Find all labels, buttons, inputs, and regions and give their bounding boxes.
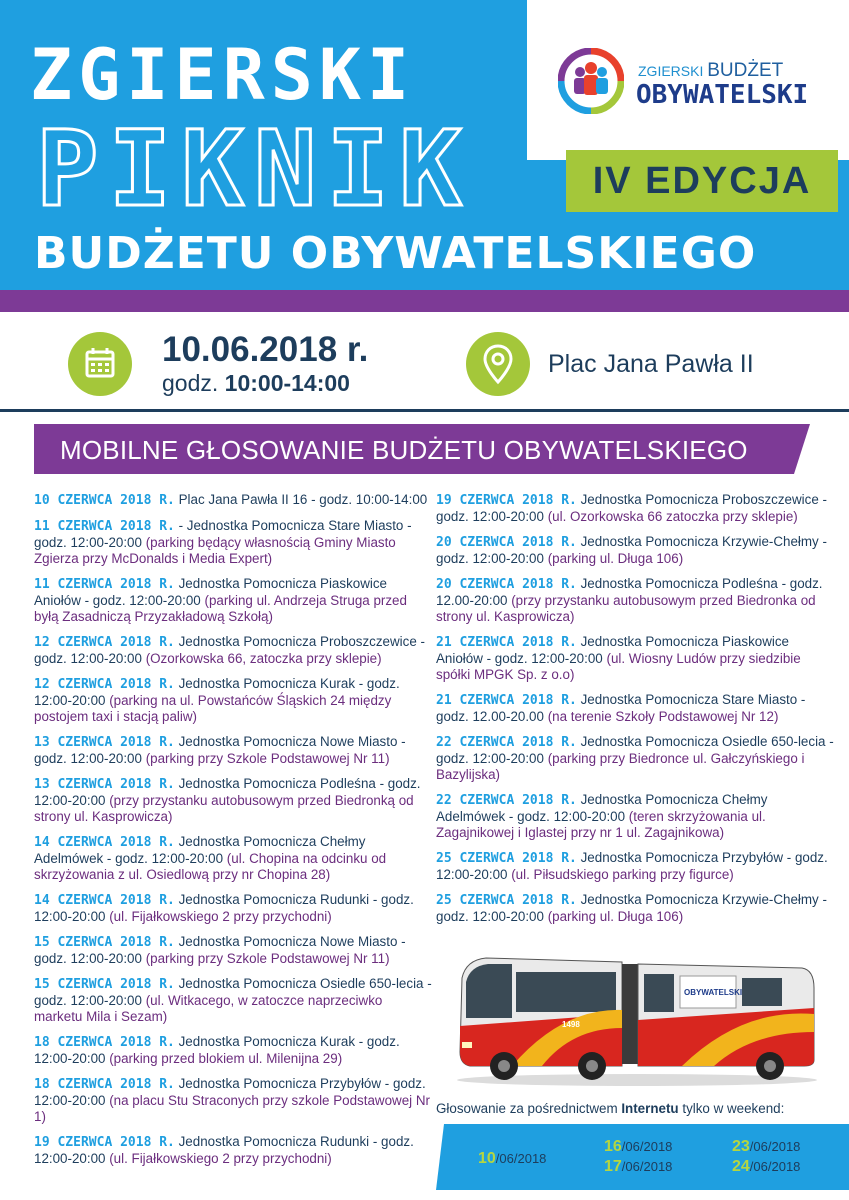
entry-note: (ul. Piłsudskiego parking przy figurce) [511,867,734,882]
entry-date: 22 CZERWCA 2018 R. [436,793,577,808]
internet-date: 10/06/2018 [478,1150,547,1167]
entry-text: Jednostka Pomocnicza Proboszczewice - godz. 12:00-20:00 [436,492,827,524]
entry-note: (parking przed blokiem ul. Milenijna 29) [109,1051,343,1066]
entry-text: Jednostka Pomocnicza Krzywie-Chełmy - godz. 12:00-20:00 [436,534,827,566]
event-hours: godz. 10:00-14:00 [162,370,350,396]
schedule-entry [34,676,434,725]
schedule-entry [436,634,836,683]
schedule-entry [436,734,836,783]
entry-text: Jednostka Pomocnicza Nowe Miasto - godz. 12:00-20:00 [34,934,406,966]
schedule-entry [436,892,836,925]
entry-note: (parking przy Biedronce ul. Gałczyńskiego i Bazylijska) [436,751,805,782]
entry-date: 25 CZERWCA 2018 R. [436,851,577,866]
entry-text: Jednostka Pomocnicza Piaskowice Aniołów - godz. 12:00-20:00 [436,634,790,666]
entry-text: Jednostka Pomocnicza Przybyłów - godz. 12:00-20:00 [436,850,828,882]
entry-date: 10 CZERWCA 2018 R. [34,493,175,508]
entry-text: Plac Jana Pawła II 16 - godz. 10:00-14:00 [174,492,428,507]
bus-number: 1498 [562,1020,580,1029]
entry-note: (na placu Stu Straconych przy szkole Podstawowej Nr 1) [34,1093,430,1124]
schedule-entry [34,1034,434,1067]
entry-text: Jednostka Pomocnicza Piaskowice Aniołów - godz. 12:00-20:00 [34,576,388,608]
entry-text: Jednostka Pomocnicza Rudunki - godz. 12:00-20:00 [34,892,414,924]
entry-note: (ul. Witkacego, w zatoczce naprzeciwko marketu Mila i Sezam) [34,993,383,1024]
entry-note: (przy przystanku autobusowym przed Biedronką od strony ul. Kasprowicza) [34,793,414,824]
entry-date: 14 CZERWCA 2018 R. [34,835,175,850]
header-purple-stripe [0,290,849,312]
entry-date: 14 CZERWCA 2018 R. [34,893,175,908]
entry-note: (ul. Fijałkowskiego 2 przy przychodni) [109,909,332,924]
entry-note: (przy przystanku autobusowym przed Biedronka od strony ul. Kasprowicza) [436,593,816,624]
internet-voting-text: Głosowanie za pośrednictwem Internetu tylko w weekend: [436,1101,785,1116]
entry-text: Jednostka Pomocnicza Krzywie-Chełmy - godz. 12:00-20:00 [436,892,827,924]
entry-note: (parking przy Szkole Podstawowej Nr 11) [145,951,390,966]
entry-note: (teren skrzyżowania ul. Zagajnikowej i Iglastej przy nr 1 ul. Zagajnikowa) [436,809,766,840]
logo-line-2: OBYWATELSKI [636,80,809,110]
entry-text: Jednostka Pomocnicza Kurak - godz. 12:00-20:00 [34,1034,400,1066]
schedule-entry [436,534,836,567]
entry-text: Jednostka Pomocnicza Podleśna - godz. 12.00-20:00 [436,576,823,608]
schedule-entry [34,734,434,767]
schedule-entry [436,576,836,625]
schedule-entry [34,1134,434,1167]
entry-note: (ul. Wiosny Ludów przy siedzibie spółki MPGK Sp. z o.o) [436,651,801,682]
schedule-entry [34,834,434,883]
bus-side-text: OBYWATELSKI [684,988,743,997]
entry-date: 21 CZERWCA 2018 R. [436,693,577,708]
entry-date: 21 CZERWCA 2018 R. [436,635,577,650]
entry-text: - Jednostka Pomocnicza Stare Miasto - godz. 12:00-20:00 [34,518,412,550]
entry-date: 25 CZERWCA 2018 R. [436,893,577,908]
event-date: 10.06.2018 r. [162,330,369,369]
entry-note: (parking ul. Andrzeja Struga przed byłą Zasadniczą Przyzakładową Szkołą) [34,593,407,624]
schedule-entry [34,492,434,509]
entry-text: Jednostka Pomocnicza Nowe Miasto - godz. 12:00-20:00 [34,734,406,766]
entry-text: Jednostka Pomocnicza Przybyłów - godz. 12:00-20:00 [34,1076,426,1108]
entry-date: 19 CZERWCA 2018 R. [34,1135,175,1150]
schedule-right-column [436,492,836,934]
schedule-entry [34,976,434,1025]
section-divider [0,409,849,412]
schedule-entry [436,850,836,883]
entry-date: 18 CZERWCA 2018 R. [34,1035,175,1050]
entry-note: (ul. Fijałkowskiego 2 przy przychodni) [109,1151,332,1166]
logo-line-1: ZGIERSKI BUDŻET [638,60,784,81]
mobile-voting-title: MOBILNE GŁOSOWANIE BUDŻETU OBYWATELSKIEGO [60,435,748,465]
schedule-entry [34,934,434,967]
entry-text: Jednostka Pomocnicza Rudunki - godz. 12:00-20:00 [34,1134,414,1166]
entry-note: (Ozorkowska 66, zatoczka przy sklepie) [145,651,382,666]
entry-date: 13 CZERWCA 2018 R. [34,735,175,750]
entry-date: 15 CZERWCA 2018 R. [34,935,175,950]
entry-note: (na terenie Szkoły Podstawowej Nr 12) [547,709,779,724]
entry-date: 20 CZERWCA 2018 R. [436,535,577,550]
entry-date: 20 CZERWCA 2018 R. [436,577,577,592]
bus-illustration [452,948,822,1088]
entry-text: Jednostka Pomocnicza Podleśna - godz. 12:00-20:00 [34,776,421,808]
schedule-entry [34,576,434,625]
entry-date: 12 CZERWCA 2018 R. [34,677,175,692]
entry-text: Jednostka Pomocnicza Stare Miasto - godz. 12.00-20.00 [436,692,806,724]
entry-text: Jednostka Pomocnicza Osiedle 650-lecia - godz. 12:00-20:00 [436,734,834,766]
internet-date: 16/06/2018 [604,1138,673,1155]
entry-note: (parking przy Szkole Podstawowej Nr 11) [145,751,390,766]
entry-date: 19 CZERWCA 2018 R. [436,493,577,508]
schedule-left-column [34,492,434,1176]
entry-text: Jednostka Pomocnicza Kurak - godz. 12:00-20:00 [34,676,400,708]
entry-date: 13 CZERWCA 2018 R. [34,777,175,792]
entry-text: Jednostka Pomocnicza Proboszczewice - godz. 12:00-20:00 [34,634,425,666]
entry-note: (ul. Ozorkowska 66 zatoczka przy sklepie) [547,509,798,524]
schedule-entry [34,518,434,567]
event-place: Plac Jana Pawła II [548,350,754,378]
budget-logo [558,48,828,126]
entry-text: Jednostka Pomocnicza Chełmy Adelmówek - godz. 12:00-20:00 [34,834,366,866]
entry-date: 12 CZERWCA 2018 R. [34,635,175,650]
internet-date: 24/06/2018 [732,1158,801,1175]
calendar-icon [68,332,132,396]
title-line-2: PIKNIK [36,108,472,230]
internet-date: 17/06/2018 [604,1158,673,1175]
entry-note: (parking będący własnością Gminy Miasto Zgierza przy McDonalds i Media Expert) [34,535,396,566]
schedule-entry [436,692,836,725]
entry-text: Jednostka Pomocnicza Osiedle 650-lecia - godz. 12:00-20:00 [34,976,432,1008]
entry-note: (parking ul. Długa 106) [547,909,684,924]
entry-text: Jednostka Pomocnicza Chełmy Adelmówek - godz. 12:00-20:00 [436,792,768,824]
schedule-entry [34,776,434,825]
location-pin-icon [466,332,530,396]
entry-date: 22 CZERWCA 2018 R. [436,735,577,750]
entry-date: 18 CZERWCA 2018 R. [34,1077,175,1092]
title-line-3: BUDŻETU OBYWATELSKIEGO [34,228,757,279]
entry-date: 11 CZERWCA 2018 R. [34,577,175,592]
schedule-entry [436,792,836,841]
entry-note: (parking ul. Długa 106) [547,551,684,566]
schedule-entry [436,492,836,525]
entry-date: 15 CZERWCA 2018 R. [34,977,175,992]
internet-date: 23/06/2018 [732,1138,801,1155]
schedule-entry [34,1076,434,1125]
schedule-entry [34,892,434,925]
schedule-entry [34,634,434,667]
entry-note: (ul. Chopina na odcinku od skrzyżowania z ul. Osiedlową przy nr Chopina 28) [34,851,387,882]
entry-date: 11 CZERWCA 2018 R. [34,519,175,534]
edition-badge: IV EDYCJA [566,150,838,212]
logo-people-icon [558,48,624,114]
entry-note: (parking na ul. Powstańców Śląskich 24 między postojem taxi i stacją paliw) [34,693,392,724]
title-line-1: ZGIERSKI [30,34,416,116]
